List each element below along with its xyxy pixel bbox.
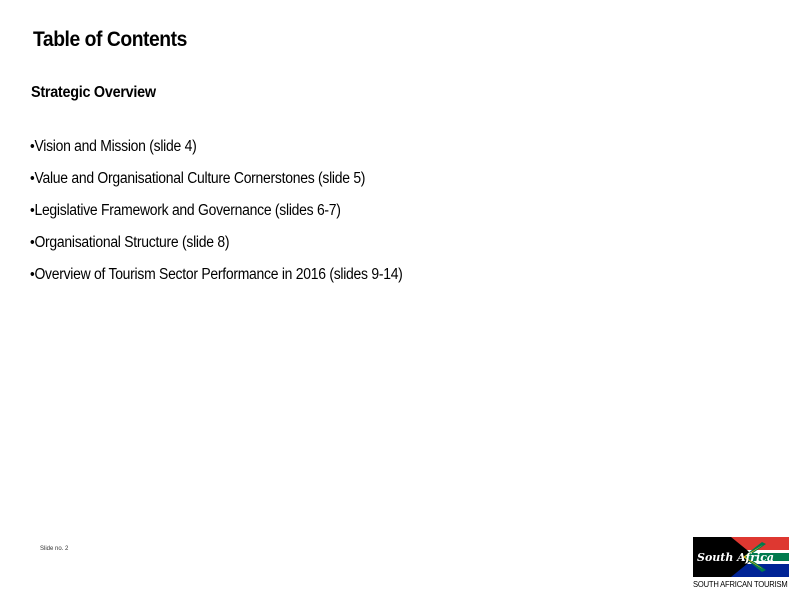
toc-item-organisational-structure [30, 234, 403, 266]
bullet-icon: • [30, 170, 35, 187]
toc-item-label: Legislative Framework and Governance (slides 6-7) [34, 202, 341, 219]
bullet-icon: • [30, 234, 35, 251]
logo-caption: SOUTH AFRICAN TOURISM [693, 580, 788, 589]
toc-item-culture-cornerstones [30, 170, 403, 202]
toc-item-vision-mission [30, 138, 403, 170]
slide-title: Table of Contents [33, 28, 187, 51]
toc-item-sector-performance [30, 266, 403, 298]
toc-item-legislative-framework [30, 202, 403, 234]
bullet-icon: • [30, 202, 35, 219]
bullet-icon: • [30, 138, 35, 155]
toc-item-label: Vision and Mission (slide 4) [34, 138, 197, 155]
bullet-icon: • [30, 266, 35, 283]
south-africa-flag-logo [693, 537, 789, 577]
table-of-contents-list [30, 138, 444, 298]
toc-item-label: Overview of Tourism Sector Performance in 2016 (slides 9-14) [34, 266, 403, 283]
toc-item-label: Organisational Structure (slide 8) [34, 234, 230, 251]
toc-item-label: Value and Organisational Culture Cornerstones (slide 5) [34, 170, 366, 187]
slide-number: Slide no. 2 [40, 546, 69, 552]
section-heading: Strategic Overview [31, 84, 156, 101]
logo-script-text: South Africa [697, 551, 775, 564]
